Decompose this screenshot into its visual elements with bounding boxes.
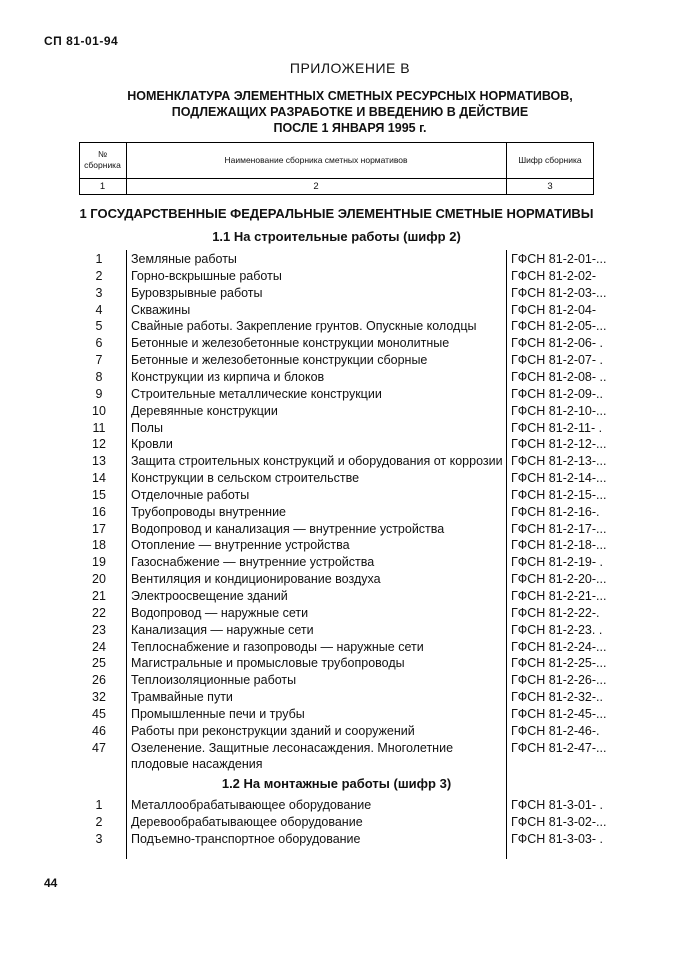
row-number: 2 xyxy=(95,814,103,829)
heading-line: ПОСЛЕ 1 ЯНВАРЯ 1995 г. xyxy=(273,121,427,135)
row-code: ГФСН 81-2-22-. xyxy=(511,605,600,620)
row-name: Водопровод — наружные сети xyxy=(131,605,309,620)
row-number: 20 xyxy=(92,572,106,587)
subsection-title: 1.1 На строительные работы (шифр 2) xyxy=(212,229,461,244)
section-title: 1 ГОСУДАРСТВЕННЫЕ ФЕДЕРАЛЬНЫЕ ЭЛЕМЕНТНЫЕ СМЕТНЫЕ НОРМАТИВЫ xyxy=(79,206,594,221)
table-row xyxy=(79,723,600,740)
header-number-symbol: № xyxy=(97,149,108,159)
row-code: ГФСН 81-2-25-... xyxy=(511,656,607,671)
row-name: Работы при реконструкции зданий и сооружений xyxy=(131,723,415,738)
row-number: 23 xyxy=(92,622,106,637)
row-number: 5 xyxy=(95,319,103,334)
row-code: ГФСН 81-2-32-.. xyxy=(511,690,603,705)
row-code: ГФСН 81-2-11- . xyxy=(511,420,603,435)
row-code: ГФСН 81-2-21-... xyxy=(511,589,607,603)
row-code: ГФСН 81-2-06- . xyxy=(511,336,603,351)
row-code: ГФСН 81-2-47-... xyxy=(511,740,607,755)
row-number: 1 xyxy=(95,798,103,812)
row-code: ГФСН 81-2-16-. xyxy=(511,504,600,519)
row-number: 26 xyxy=(92,673,106,688)
row-code: ГФСН 81-2-23. . xyxy=(511,622,603,637)
row-code: ГФСН 81-2-45-... xyxy=(511,706,607,721)
row-name: Отделочные работы xyxy=(131,487,250,502)
row-number: 15 xyxy=(92,487,106,502)
column-number: 2 xyxy=(313,181,319,192)
row-number: 6 xyxy=(95,336,103,351)
table-row xyxy=(79,487,607,504)
row-name: Теплоизоляционные работы xyxy=(131,673,297,688)
table-row xyxy=(79,470,607,487)
row-number: 3 xyxy=(95,831,103,846)
page-number: 44 xyxy=(44,876,58,890)
row-name: Конструкции из кирпича и блоков xyxy=(131,369,325,384)
row-code: ГФСН 81-2-26-... xyxy=(511,673,607,688)
row-code: ГФСН 81-3-01- . xyxy=(511,798,603,812)
heading-line: НОМЕНКЛАТУРА ЭЛЕМЕНТНЫХ СМЕТНЫХ РЕСУРСНЫХ НОРМАТИВОВ, xyxy=(127,89,573,103)
column-number: 1 xyxy=(99,181,106,192)
row-name: Водопровод и канализация — внутренние устройства xyxy=(131,521,445,536)
row-name: Деревообрабатывающее оборудование xyxy=(131,814,363,829)
row-name: Промышленные печи и трубы xyxy=(131,706,305,721)
table-row xyxy=(79,403,607,420)
table-row xyxy=(79,453,607,470)
row-number: 18 xyxy=(92,538,106,553)
row-code: ГФСН 81-3-02-... xyxy=(511,814,607,829)
table-row xyxy=(79,672,607,689)
row-number: 2 xyxy=(95,268,103,283)
table-row xyxy=(79,335,603,352)
row-code: ГФСН 81-2-20-... xyxy=(511,572,607,587)
row-name: Бетонные и железобетонные конструкции монолитные xyxy=(131,336,450,351)
table-row xyxy=(79,797,603,814)
row-number: 10 xyxy=(92,403,106,418)
header-number xyxy=(79,149,126,171)
appendix-label: ПРИЛОЖЕНИЕ В xyxy=(289,60,411,76)
row-name: Строительные металлические конструкции xyxy=(131,386,382,401)
row-number: 1 xyxy=(95,252,103,266)
row-number: 32 xyxy=(92,690,106,705)
row-code: ГФСН 81-2-17-... xyxy=(511,521,607,536)
table-row xyxy=(79,706,607,723)
row-name: Свайные работы. Закрепление грунтов. Опускные колодцы xyxy=(131,319,477,334)
row-name: Трубопроводы внутренние xyxy=(131,504,287,519)
table-rule xyxy=(79,194,594,195)
row-name: Магистральные и промысловые трубопроводы xyxy=(131,656,405,671)
row-number: 8 xyxy=(95,369,103,384)
document-code: СП 81-01-94 xyxy=(44,34,119,48)
row-name: Электроосвещение зданий xyxy=(131,589,288,603)
row-number: 13 xyxy=(92,454,106,469)
row-name: Отопление — внутренние устройства xyxy=(131,538,350,553)
table-row xyxy=(79,436,607,453)
table-row xyxy=(79,521,607,538)
heading-line: ПОДЛЕЖАЩИХ РАЗРАБОТКЕ И ВВЕДЕНИЮ В ДЕЙСТВИЕ xyxy=(171,105,529,119)
header-number-word: сборника xyxy=(84,160,121,170)
row-code: ГФСН 81-2-08- .. xyxy=(511,369,607,384)
table-row xyxy=(79,504,600,521)
row-code: ГФСН 81-2-15-... xyxy=(511,487,607,502)
table-row xyxy=(79,420,603,437)
row-name: Деревянные конструкции xyxy=(131,403,278,418)
row-code: ГФСН 81-2-10-... xyxy=(511,403,607,418)
normatives-table xyxy=(79,142,607,859)
row-number: 46 xyxy=(92,723,106,738)
row-name: Трамвайные пути xyxy=(131,690,233,705)
row-number: 7 xyxy=(95,353,103,368)
row-name: Полы xyxy=(131,420,163,435)
table-row xyxy=(79,655,607,672)
document-heading xyxy=(80,88,620,136)
table-row xyxy=(79,302,597,319)
row-code: ГФСН 81-3-03- . xyxy=(511,831,603,846)
table-row xyxy=(79,352,603,369)
row-name: Скважины xyxy=(131,302,191,317)
subsection-title: 1.2 На монтажные работы (шифр 3) xyxy=(221,776,452,791)
row-number: 47 xyxy=(92,740,106,755)
row-name: Горно-вскрышные работы xyxy=(131,268,282,283)
row-code: ГФСН 81-2-07- . xyxy=(511,353,603,368)
table-row xyxy=(79,571,607,588)
table-row xyxy=(79,554,603,571)
row-code: ГФСН 81-2-46-. xyxy=(511,723,600,738)
row-name: Вентиляция и кондиционирование воздуха xyxy=(131,572,381,587)
table-row xyxy=(79,251,607,268)
row-number: 21 xyxy=(92,589,106,603)
table-row xyxy=(79,318,607,335)
table-row xyxy=(79,740,607,774)
row-number: 45 xyxy=(92,706,106,721)
row-name: Канализация — наружные сети xyxy=(131,622,314,637)
row-number: 19 xyxy=(92,555,106,570)
row-code: ГФСН 81-2-24-... xyxy=(511,639,607,654)
row-number: 25 xyxy=(92,656,106,671)
row-code: ГФСН 81-2-02- xyxy=(511,268,597,283)
row-code: ГФСН 81-2-01-... xyxy=(511,252,607,266)
table-row xyxy=(79,689,603,706)
table-row xyxy=(79,588,607,605)
row-name: Теплоснабжение и газопроводы — наружные сети xyxy=(131,639,424,654)
table-row xyxy=(79,268,597,285)
row-number: 14 xyxy=(92,471,106,486)
row-code: ГФСН 81-2-03-... xyxy=(511,285,607,300)
table-row xyxy=(79,605,600,622)
row-name: Земляные работы xyxy=(131,252,237,266)
row-code: ГФСН 81-2-05-... xyxy=(511,319,607,334)
header-code: Шифр сборника xyxy=(518,155,582,165)
row-code: ГФСН 81-2-04- xyxy=(511,302,597,317)
table-rule xyxy=(79,178,594,179)
row-name: Конструкции в сельском строительстве xyxy=(131,471,360,486)
row-code: ГФСН 81-2-13-... xyxy=(511,454,607,469)
column-number: 3 xyxy=(547,181,553,192)
row-number: 12 xyxy=(92,437,106,452)
row-number: 17 xyxy=(92,521,106,536)
row-number: 4 xyxy=(95,302,103,317)
row-code: ГФСН 81-2-09-.. xyxy=(511,386,603,401)
table-row xyxy=(79,814,607,831)
row-code: ГФСН 81-2-12-... xyxy=(511,437,607,452)
table-row xyxy=(79,831,603,848)
row-code: ГФСН 81-2-18-... xyxy=(511,538,607,553)
row-name: Металлообрабатывающее оборудование xyxy=(131,798,372,812)
header-name: Наименование сборника сметных нормативов xyxy=(224,155,408,165)
row-number: 16 xyxy=(92,504,106,519)
table-rule xyxy=(79,142,594,143)
table-row xyxy=(79,537,607,554)
row-number: 9 xyxy=(95,386,103,401)
table-row xyxy=(79,639,607,656)
table-row xyxy=(79,285,607,302)
row-name: Бетонные и железобетонные конструкции сборные xyxy=(131,353,428,368)
row-name: Кровли xyxy=(131,437,173,452)
row-number: 3 xyxy=(95,285,103,300)
row-name: Подъемно-транспортное оборудование xyxy=(131,831,361,846)
row-code: ГФСН 81-2-14-... xyxy=(511,471,607,486)
table-row xyxy=(79,369,607,386)
row-code: ГФСН 81-2-19- . xyxy=(511,555,603,570)
row-number: 22 xyxy=(92,605,106,620)
row-name: Буровзрывные работы xyxy=(131,285,263,300)
row-number: 24 xyxy=(92,639,106,654)
table-row xyxy=(79,622,603,639)
row-name: Защита строительных конструкций и оборудования от коррозии xyxy=(131,454,503,469)
row-number: 11 xyxy=(92,420,106,435)
row-name: Газоснабжение — внутренние устройства xyxy=(131,555,375,570)
table-row xyxy=(79,386,603,403)
row-name: Озеленение. Защитные лесонасаждения. Многолетние плодовые насаждения xyxy=(131,740,454,771)
